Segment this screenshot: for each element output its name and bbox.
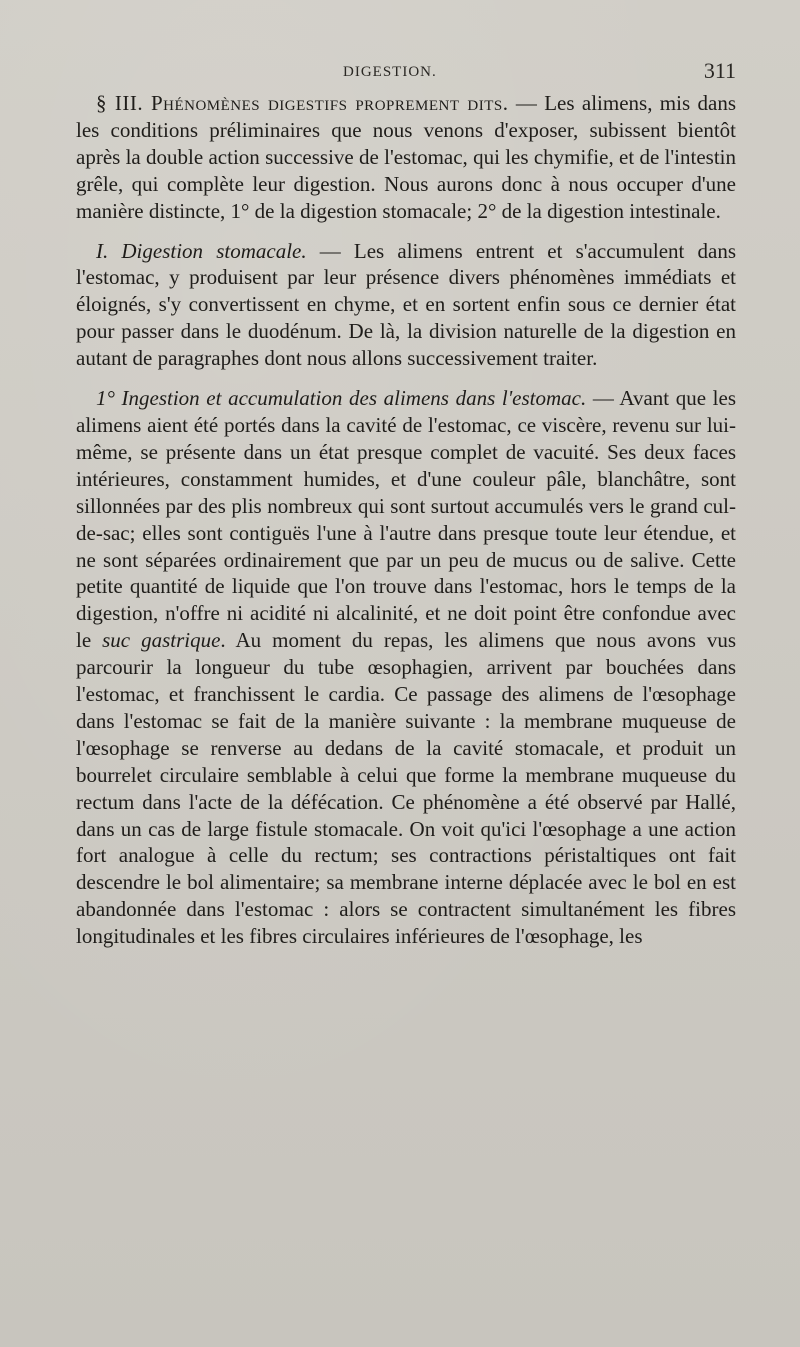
section-heading: § III. Phénomènes digestifs proprement dits.	[96, 91, 509, 115]
italic-term: suc gastrique	[102, 628, 221, 653]
paragraph-text: — Avant que les alimens aient été portés dans la cavité de l'estomac, ce viscère, revenu sur lui-même, se présente dans un état presque complet de vacuité. Ses deux faces intérieures, constamment humides, et d'une couleur pâle, blanchâtre, sont sillonnées par des plis nombreux qui sont surtout accumulés vers le grand cul-de-sac; elles sont contiguës l'une à l'autre dans presque toute leur étendue, et ne sont séparées ordinairement que par un peu de mucus ou de salive. Cette petite quantité de liquide que l'on trouve dans l'estomac, hors le temps de la digestion, n'offre ni acidité ni alcalinité, et ne doit point être confondue avec le	[76, 386, 736, 653]
page-body	[76, 90, 736, 950]
paragraph-ingestion	[76, 385, 736, 950]
paragraph-text: — Les alimens entrent et s'accumulent dans l'estomac, y produisent par leur présence divers phénomènes immédiats et éloignés, s'y convertissent en chyme, et en sortent enfin sous ce dernier état pour passer dans le duodénum. De là, la division naturelle de la digestion en autant de paragraphes dont nous allons successivement traiter.	[76, 238, 736, 371]
subsubsection-heading: 1° Ingestion et accumulation des alimens dans l'estomac.	[96, 386, 587, 411]
paragraph-section-iii	[76, 90, 736, 225]
subsection-heading-text: I. Digestion stomacale.	[96, 238, 307, 263]
subsection-heading	[76, 239, 307, 263]
running-head: DIGESTION.	[343, 64, 437, 80]
page-number: 311	[703, 58, 736, 83]
paragraph-digestion-stomacale	[76, 238, 736, 373]
paragraph-text: — Les alimens, mis dans les conditions préliminaires que nous venons d'exposer, subissent bientôt après la double action successive de l'estomac, qui les chymifie, et de l'intestin grêle, qui complète leur digestion. Nous aurons donc à nous occuper d'une manière distincte, 1° de la digestion stomacale; 2° de la digestion intestinale.	[76, 91, 736, 223]
page-header	[0, 58, 800, 88]
paragraph-text-continued: . Au moment du repas, les alimens que nous avons vus parcourir la longueur du tube œsophagien, arrivent par bouchées dans l'estomac, et franchissent le cardia. Ce passage des alimens de l'œsophage dans l'estomac se fait de la manière suivante : la membrane muqueuse de l'œsophage se renverse au dedans de la cavité stomacale, et produit un bourrelet circulaire semblable à celui que forme la membrane muqueuse du rectum dans l'acte de la défécation. Ce phénomène a été observé par Hallé, dans un cas de large fistule stomacale. On voit qu'ici l'œsophage a une action fort analogue à celle du rectum; ses contractions péristaltiques ont fait descendre le bol alimentaire; sa membrane interne déplacée avec le bol en est abandonnée dans l'estomac : alors se contractent simultanément les fibres longitudinales et les fibres circulaires inférieures de l'œsophage, les	[76, 628, 736, 949]
